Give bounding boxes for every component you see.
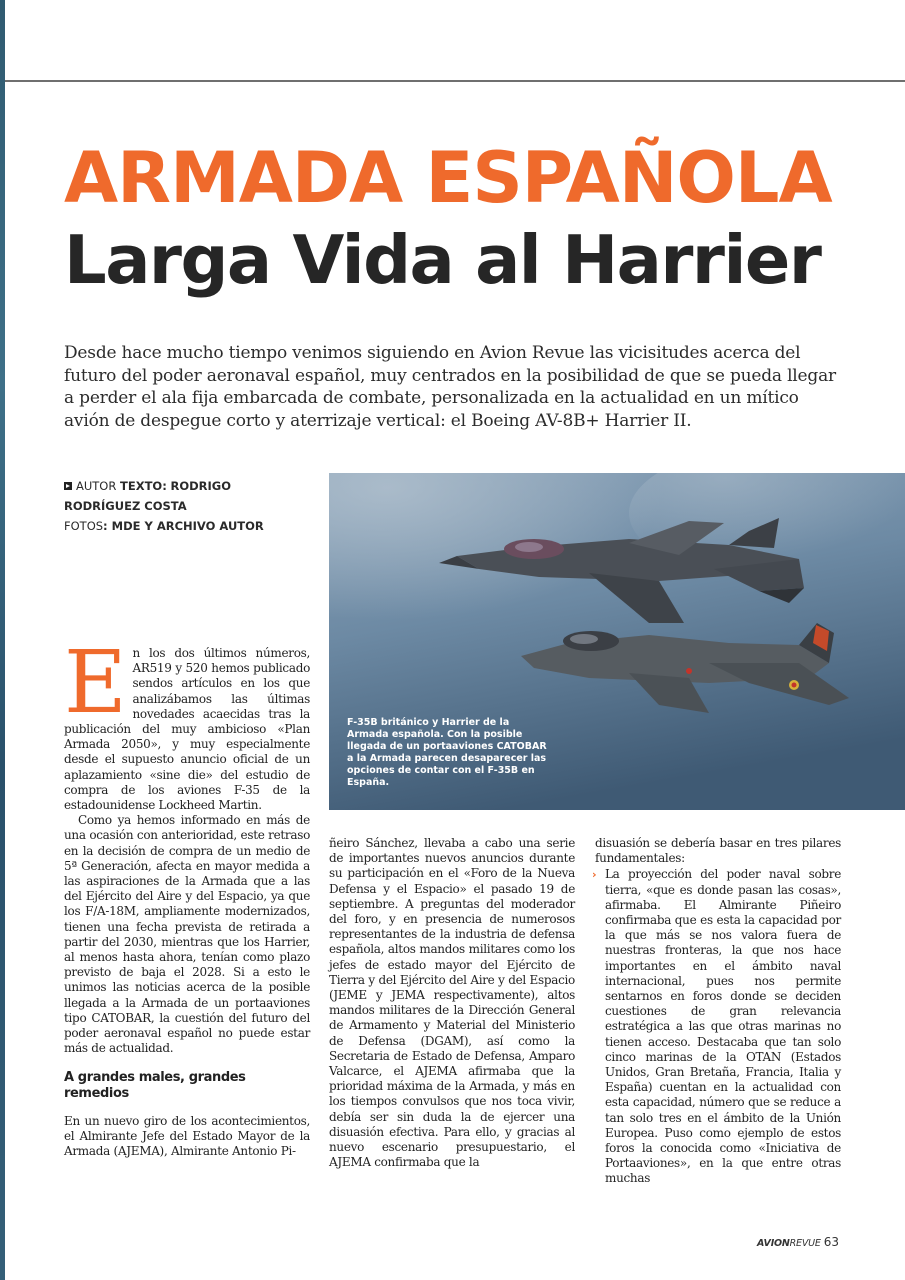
chevron-right-icon: › bbox=[592, 868, 597, 882]
bullet-1-text: La proyección del poder naval sobre tierra, «que es donde pasan las cosas», afirmaba. El Almirante Piñeiro confirmaba que es esta la capacidad por la que más se nos valora fuera de nuestras fronteras, la que nos hace importantes en el ámbito naval internacional, pues nos permite sentarnos en foros donde se deciden cuestiones de gran relevancia estratégica a las que otras marinas no tienen acceso. Destacaba que tan solo cinco marinas de la OTAN (Estados Unidos, Gran Bretaña, Francia, Italia y España) cuentan en la actualidad con esta capacidad, número que se reduce a tan solo tres en el ámbito de la Unión Europea. Puso como ejemplo de estos foros la conocida como «Iniciativa de Portaaviones», en la que entre otras muchas bbox=[605, 867, 841, 1186]
brand-bold: AVION bbox=[757, 1238, 790, 1249]
brand-rest: REVUE bbox=[789, 1238, 821, 1249]
photos-credit: MDE Y ARCHIVO AUTOR bbox=[111, 519, 264, 533]
page-edge-strip bbox=[0, 0, 5, 1280]
paragraph-3-start: En un nuevo giro de los acontecimientos, el Almirante Jefe del Estado Mayor de la Armada (AJEMA), Almirante Antonio Pi- bbox=[64, 1113, 310, 1159]
body-column-3 bbox=[592, 836, 841, 1187]
intro-paragraph: Desde hace mucho tiempo venimos siguiendo en Avion Revue las vicisitudes acerca del futuro del poder aeronaval español, muy centrados en la posibilidad de que se pueda llegar a perder el ala fija embarcada de combate, personalizada en la actualidad en un mítico avión de despegue corto y aterrizaje vertical: el Boeing AV-8B+ Harrier II. bbox=[64, 343, 836, 431]
drop-cap: E bbox=[64, 633, 127, 733]
paragraph-2: Como ya hemos informado en más de una ocasión con anterioridad, este retraso en la decisión de compra de un medio de 5ª Generación, afecta en mayor medida a las aspiraciones de la Armada que a las del Ejército del Aire y del Espacio, ya que los F/A-18M, ampliamente modernizados, tienen una fecha prevista de retirada a partir del 2030, mientras que los Harrier, al menos hasta ahora, tenían como plazo previsto de baja el 2028. Si a esto le unimos las noticias acerca de la posible llegada a la Armada de un portaaviones tipo CATOBAR, la cuestión del futuro del poder aeronaval español no puede estar más de actualidad. bbox=[64, 813, 310, 1056]
top-rule bbox=[5, 80, 905, 82]
author-label: AUTOR bbox=[76, 479, 117, 493]
play-icon bbox=[64, 482, 72, 490]
aircraft-photo bbox=[329, 473, 905, 810]
headline: Larga Vida al Harrier bbox=[64, 221, 821, 299]
author-name: RODRIGO RODRÍGUEZ COSTA bbox=[64, 479, 231, 513]
opening-paragraph bbox=[64, 633, 310, 813]
kicker-title: ARMADA ESPAÑOLA bbox=[64, 137, 832, 219]
photo-caption: F-35B británico y Harrier de la Armada española. Con la posible llegada de un portaaviones CATOBAR a la Armada parecen desaparecer las opciones de contar con el F-35B en España. bbox=[347, 717, 547, 788]
text-label: TEXTO: bbox=[120, 479, 167, 493]
section-subhead: A grandes males, grandes remedios bbox=[64, 1070, 246, 1101]
page-number: 63 bbox=[823, 1235, 839, 1249]
byline bbox=[64, 476, 294, 536]
byline-author-line bbox=[64, 476, 294, 516]
photos-label: FOTOS bbox=[64, 519, 104, 533]
page-footer bbox=[757, 1235, 839, 1249]
paragraph-3-end: disuasión se debería basar en tres pilares fundamentales: bbox=[595, 836, 841, 866]
magazine-brand bbox=[757, 1238, 821, 1249]
paragraph-3-middle: ñeiro Sánchez, llevaba a cabo una serie de importantes nuevos anuncios durante su participación en el «Foro de la Nueva Defensa y el Espacio» el pasado 19 de septiembre. A preguntas del moderador del foro, y en presencia de numerosos representantes de la industria de defensa española, altos mandos militares como los jefes de estado mayor del Ejército de Tierra y del Ejército del Aire y del Espacio (JEME y JEMA respectivamente), altos mandos militares de la Dirección General de Armamento y Material del Ministerio de Defensa (DGAM), así como la Secretaria de Estado de Defensa, Amparo Valcarce, el AJEMA afirmaba que la prioridad máxima de la Armada, y más en los tiempos convulsos que nos toca vivir, debía ser sin duda la de ejercer una disuasión efectiva. Para ello, y gracias al nuevo escenario presupuestario, el AJEMA confirmaba que la bbox=[329, 836, 575, 1170]
byline-photo-line: FOTOS: MDE Y ARCHIVO AUTOR bbox=[64, 519, 264, 533]
body-column-1 bbox=[64, 633, 310, 1160]
body-column-2 bbox=[329, 836, 575, 1170]
bullet-item bbox=[592, 867, 841, 1186]
paragraph-1-text: n los dos últimos números, AR519 y 520 hemos publicado sendos artículos en los que analizábamos las últimas novedades acaecidas tras la publicación del muy ambicioso «Plan Armada 2050», y muy especialmente desde el supuesto anuncio oficial de un aplazamiento «sine die» del estudio de compra de los aviones F-35 de la estadounidense Lockheed Martin. bbox=[64, 646, 310, 813]
